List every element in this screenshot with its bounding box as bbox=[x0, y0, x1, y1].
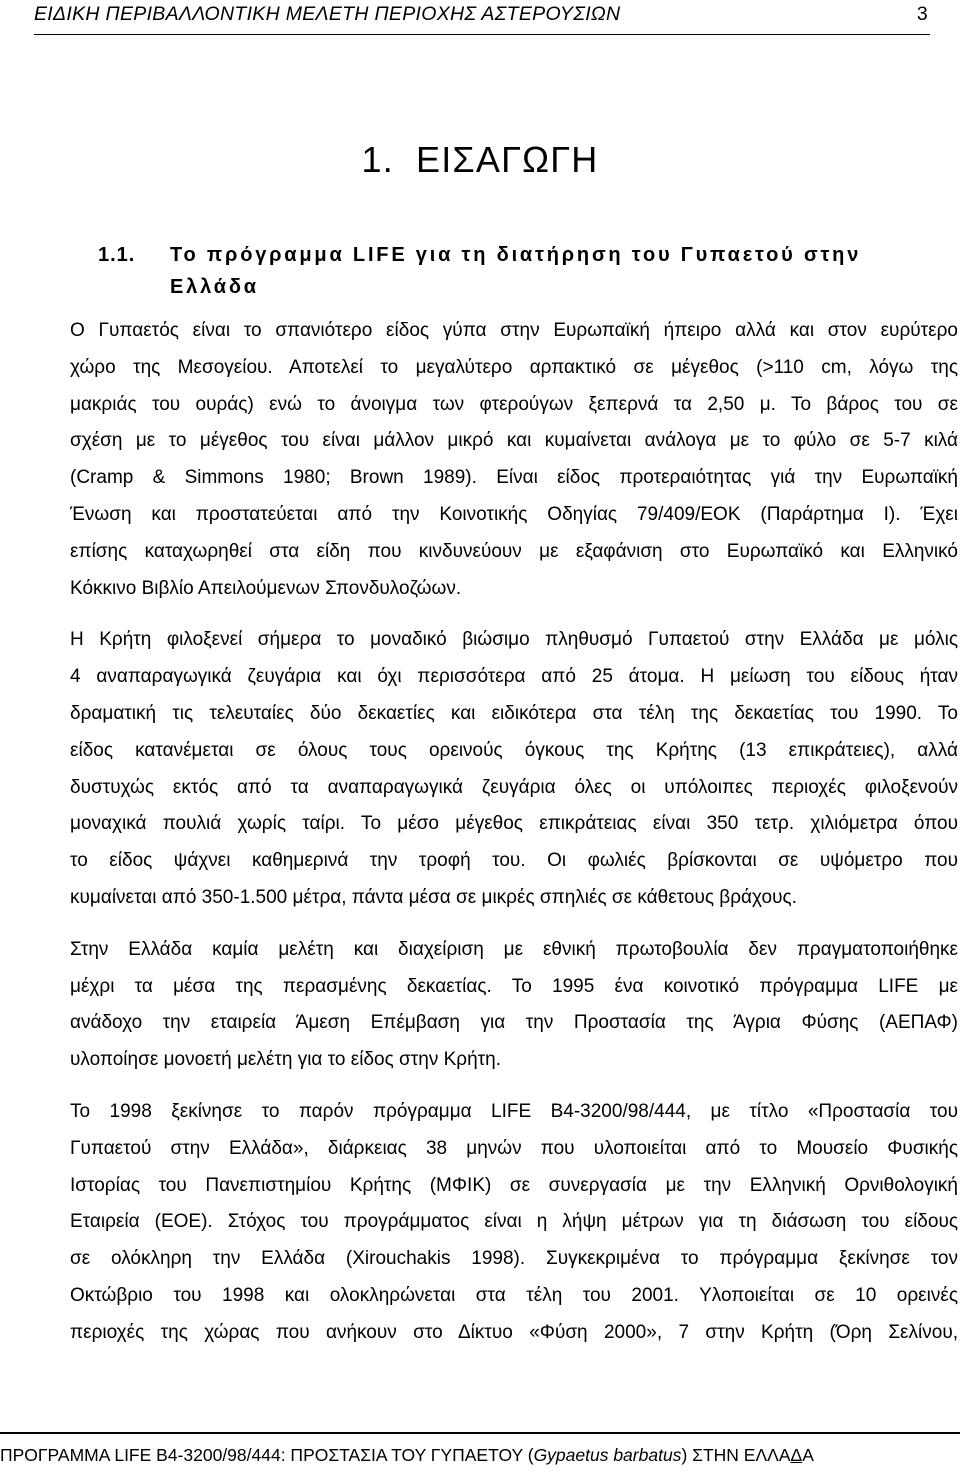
footer-middle: ) ΣΤΗΝ ΕΛΛΑ bbox=[681, 1445, 791, 1465]
footer-species: Gypaetus barbatus bbox=[533, 1445, 682, 1465]
text-line: περιοχές της χώρας που ανήκουν στο Δίκτυο «Φύση 2000», 7 στην Κρήτη (Όρη Σελίνου, bbox=[70, 1321, 958, 1343]
text-line: Οκτώβριο του 1998 και ολοκληρώνεται στα τέλη του 2001. Υλοποιείται σε 10 ορεινές bbox=[70, 1284, 958, 1306]
text-line: Εταιρεία (ΕΟΕ). Στόχος του προγράμματος είναι η λήψη μέτρων για τη διάσωση του είδους bbox=[70, 1211, 958, 1233]
chapter-number: 1. bbox=[361, 139, 394, 180]
text-line: (Cramp & Simmons 1980; Brown 1989). Είναι είδος προτεραιότητας γιά την Ευρωπαϊκή bbox=[70, 467, 958, 489]
text-line: Ένωση και προστατεύεται από την Κοινοτικής Οδηγίας 79/409/ΕΟΚ (Παράρτημα Ι). Έχει bbox=[70, 503, 958, 525]
section-heading bbox=[98, 239, 938, 303]
text-line: υλοποίησε μονοετή μελέτη για το είδος στην Κρήτη. bbox=[70, 1049, 502, 1071]
footer-suffix: Α bbox=[802, 1445, 814, 1465]
text-line: μοναχικά πουλιά χωρίς ταίρι. Το μέσο μέγεθος επικράτειας είναι 350 τετρ. χιλιόμετρα όπου bbox=[70, 813, 958, 835]
text-line: δυστυχώς εκτός από τα αναπαραγωγικά ζευγάρια όλες οι υπόλοιπες περιοχές φιλοξενούν bbox=[70, 776, 958, 798]
paragraph-3 bbox=[70, 932, 958, 1079]
text-line: Το 1998 ξεκίνησε το παρόν πρόγραμμα LIFE B4-3200/98/444, με τίτλο «Προστασία του bbox=[70, 1100, 958, 1122]
text-line: μακριάς του ουράς) ενώ το άνοιγμα των φτερούγων ξεπερνά τα 2,50 μ. Το βάρος του σε bbox=[70, 393, 958, 415]
text-line: κυμαίνεται από 350-1.500 μέτρα, πάντα μέσα σε μικρές σπηλιές σε κάθετους βράχους. bbox=[70, 886, 797, 908]
text-line: χώρο της Μεσογείου. Αποτελεί το μεγαλύτερο αρπακτικό σε μέγεθος (>110 cm, λόγω της bbox=[70, 356, 958, 378]
text-line: Η Κρήτη φιλοξενεί σήμερα το μοναδικό βιώσιμο πληθυσμό Γυπαετού στην Ελλάδα με μόλις bbox=[70, 629, 958, 651]
chapter-title: ΕΙΣΑΓΩΓΗ bbox=[415, 139, 599, 180]
section-number: 1.1. bbox=[98, 244, 136, 266]
text-line: 4 αναπαραγωγικά ζευγάρια και όχι περισσότερα από 25 άτομα. Η μείωση του είδους ήταν bbox=[70, 666, 958, 688]
paragraph-2 bbox=[70, 622, 958, 916]
footer-prefix: ΠΡΟΓΡΑΜΜΑ LIFE B4-3200/98/444: ΠΡΟΣΤΑΣΙΑ ΤΟΥ ΓΥΠΑΕΤΟΥ ( bbox=[0, 1445, 534, 1465]
running-footer bbox=[0, 1432, 960, 1472]
text-line: σχέση με το μέγεθος του είναι μάλλον μικρό και κυμαίνεται ανάλογα με το φύλο σε 5-7 κιλά bbox=[70, 430, 958, 452]
text-line: μέχρι τα μέσα της περασμένης δεκαετίας. Το 1995 ένα κοινοτικό πρόγραμμα LIFE με bbox=[70, 975, 958, 997]
chapter-heading bbox=[0, 138, 960, 182]
text-line: είδος κατανέμεται σε όλους τους ορεινούς όγκους της Κρήτης (13 επικράτειες), αλλά bbox=[70, 739, 958, 761]
section-title-line-1: Το πρόγραμμα LIFE για τη διατήρηση του Γυπαετού στην bbox=[170, 244, 862, 266]
section-title-line-2: Ελλάδα bbox=[170, 276, 259, 298]
header-title: ΕΙΔΙΚΗ ΠΕΡΙΒΑΛΛΟΝΤΙΚΗ ΜΕΛΕΤΗ ΠΕΡΙΟΧΗΣ ΑΣΤΕΡΟΥΣΙΩΝ bbox=[34, 3, 621, 25]
text-line: ανάδοχο την εταιρεία Άμεση Επέμβαση για την Προστασία της Άγρια Φύσης (ΑΕΠΑΦ) bbox=[70, 1012, 958, 1034]
running-header bbox=[34, 0, 930, 35]
text-line: το είδος ψάχνει καθημερινά την τροφή του. Οι φωλιές βρίσκονται σε υψόμετρο που bbox=[70, 850, 958, 872]
text-line: Κόκκινο Βιβλίο Απειλούμενων Σπονδυλοζώων. bbox=[70, 577, 462, 599]
paragraph-1 bbox=[70, 313, 958, 607]
text-line: σε ολόκληρη την Ελλάδα (Xirouchakis 1998). Συγκεκριμένα το πρόγραμμα ξεκίνησε τον bbox=[70, 1248, 958, 1270]
body-text bbox=[70, 313, 958, 1352]
footer-underlined-letter: Δ bbox=[790, 1445, 803, 1465]
paragraph-4 bbox=[70, 1094, 958, 1352]
text-line: Γυπαετού στην Ελλάδα», διάρκειας 38 μηνών που υλοποιείται από το Μουσείο Φυσικής bbox=[70, 1137, 958, 1159]
footer-text bbox=[0, 1438, 814, 1472]
text-line: Ο Γυπαετός είναι το σπανιότερο είδος γύπα στην Ευρωπαϊκή ήπειρο αλλά και στον ευρύτερο bbox=[70, 320, 958, 341]
text-line: Ιστορίας του Πανεπιστημίου Κρήτης (ΜΦΙΚ) σε συνεργασία με την Ελληνική Ορνιθολογική bbox=[70, 1174, 958, 1196]
text-line: δραματική τις τελευταίες δύο δεκαετίες και ειδικότερα στα τέλη της δεκαετίας του 1990. Το bbox=[70, 702, 958, 724]
page-number: 3 bbox=[916, 3, 928, 25]
text-line: επίσης καταχωρηθεί στα είδη που κινδυνεύουν με εξαφάνιση στο Ευρωπαϊκό και Ελληνικό bbox=[70, 540, 958, 562]
text-line: Στην Ελλάδα καμία μελέτη και διαχείριση με εθνική πρωτοβουλία δεν πραγματοποιήθηκε bbox=[70, 938, 958, 960]
